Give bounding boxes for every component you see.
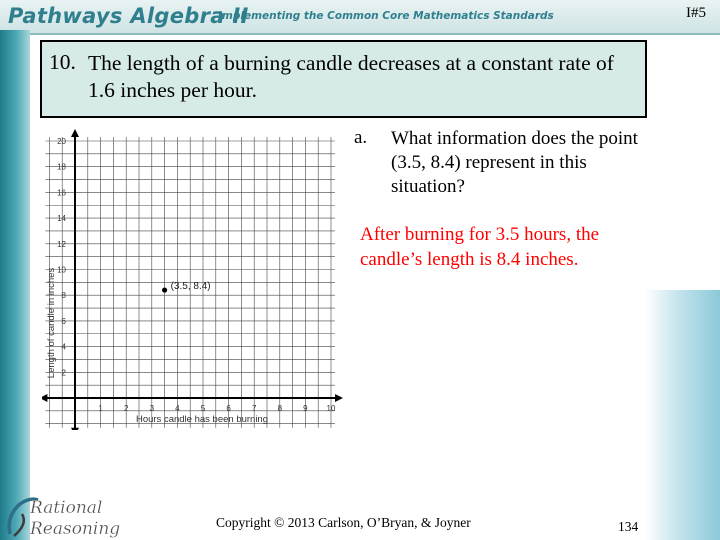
logo-line2: Reasoning bbox=[30, 519, 121, 538]
y-tick-label: 20 bbox=[57, 137, 66, 146]
part-a-question: What information does the point (3.5, 8.4) represent in this situation? bbox=[391, 128, 638, 197]
y-tick-label: 4 bbox=[61, 342, 66, 352]
x-tick-label: 1 bbox=[98, 404, 103, 413]
y-tick-label: 14 bbox=[57, 214, 66, 224]
y-tick-label: 10 bbox=[57, 265, 66, 275]
x-tick-label: 3 bbox=[149, 404, 155, 413]
candle-graph bbox=[42, 123, 352, 430]
x-tick-label: 5 bbox=[200, 404, 206, 413]
y-axis-arrow-down bbox=[71, 428, 79, 430]
graph-ticks bbox=[57, 137, 336, 413]
x-tick-label: 4 bbox=[175, 404, 180, 413]
data-point bbox=[162, 287, 167, 292]
part-a-answer: After burning for 3.5 hours, the candle’s length is 8.4 inches. bbox=[360, 224, 600, 270]
x-tick-label: 9 bbox=[303, 404, 308, 413]
y-tick-label: 6 bbox=[61, 316, 66, 326]
x-tick-label: 6 bbox=[226, 404, 231, 413]
header-bar bbox=[0, 0, 720, 35]
slide-id: I#5 bbox=[686, 5, 706, 21]
point-label: (3.5, 8.4) bbox=[170, 281, 211, 293]
y-tick-label: 12 bbox=[57, 239, 66, 249]
question-box bbox=[40, 40, 647, 118]
left-decorative-band bbox=[0, 30, 30, 540]
x-tick-label: 8 bbox=[277, 404, 283, 413]
x-axis-arrow-left bbox=[42, 394, 47, 402]
x-tick-label: 10 bbox=[326, 404, 336, 413]
page-number: 134 bbox=[618, 519, 639, 534]
x-axis-arrow bbox=[335, 394, 343, 402]
x-tick-label: 7 bbox=[251, 404, 257, 413]
copyright-notice: Copyright © 2013 Carlson, O’Bryan, & Joyner bbox=[216, 515, 471, 530]
rational-reasoning-logo bbox=[4, 494, 136, 538]
x-tick-label: 2 bbox=[123, 404, 129, 413]
y-tick-label: 16 bbox=[57, 188, 66, 198]
question-number: 10. bbox=[49, 50, 76, 74]
x-axis-label: Hours candle has been burning bbox=[135, 414, 269, 425]
right-decorative-band bbox=[645, 290, 720, 540]
logo-line1: Rational bbox=[30, 498, 103, 518]
course-title: Pathways Algebra II bbox=[8, 4, 249, 28]
y-tick-label: 2 bbox=[61, 368, 66, 378]
y-axis-arrow bbox=[71, 129, 79, 137]
course-subtitle: Implementing the Common Core Mathematics Standards bbox=[218, 10, 554, 22]
question-text: The length of a burning candle decreases at a constant rate of 1.6 inches per hour. bbox=[88, 51, 614, 102]
y-tick-label: 8 bbox=[61, 291, 66, 301]
y-tick-label: 18 bbox=[57, 162, 66, 172]
part-a-label: a. bbox=[354, 127, 368, 148]
y-axis-label: Length of candle in inches bbox=[46, 267, 57, 379]
